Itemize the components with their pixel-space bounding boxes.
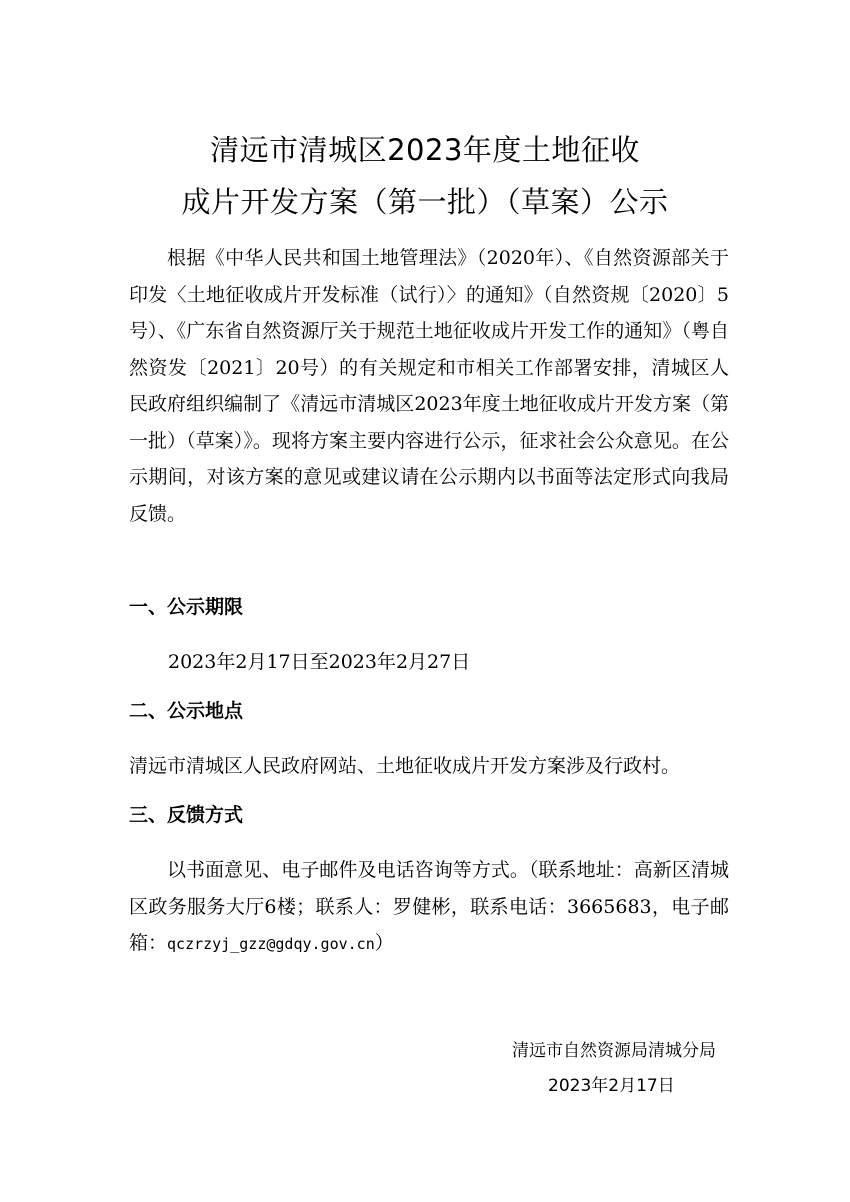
section-heading-location: 二、公示地点 [129,700,244,722]
section-heading-period: 一、公示期限 [129,596,244,618]
publicity-period-text: 2023年2月17日至2023年2月27日 [168,651,471,673]
section-heading-feedback: 三、反馈方式 [129,804,244,826]
contact-email: qczrzyj_gzz@gdqy.gov.cn [167,935,375,953]
document-title-line-1: 清远市清城区2023年度土地征收 [210,133,640,167]
feedback-paragraph [129,852,729,963]
signature-date: 2023年2月17日 [548,1076,675,1096]
intro-paragraph: 根据《中华人民共和国土地管理法》（2020年）、《自然资源部关于印发〈土地征收成片开发标准（试行）〉的通知》（自然资规〔2020〕5号）、《广东省自然资源厅关于规范土地征收成片开发工作的通知》（粤自然资发〔2021〕20号）的有关规定和市相关工作部署安排，清城区人民政府组织编制了《清远市清城区2023年度土地征收成片开发方案（第一批）（草案）》。现将方案主要内容进行公示，征求社会公众意见。在公示期间，对该方案的意见或建议请在公示期内以书面等法定形式向我局反馈。 [129,247,729,525]
document-title-line-2: 成片开发方案（第一批）（草案）公示 [181,185,669,219]
feedback-closing: ） [374,932,394,954]
publicity-location-text: 清远市清城区人民政府网站、土地征收成片开发方案涉及行政村。 [129,755,681,777]
signature-organization: 清远市自然资源局清城分局 [512,1041,716,1061]
feedback-text: 以书面意见、电子邮件及电话咨询等方式。（联系地址：高新区清城区政务服务大厅6楼；联系人：罗健彬，联系电话：3665683，电子邮箱： [129,859,729,954]
